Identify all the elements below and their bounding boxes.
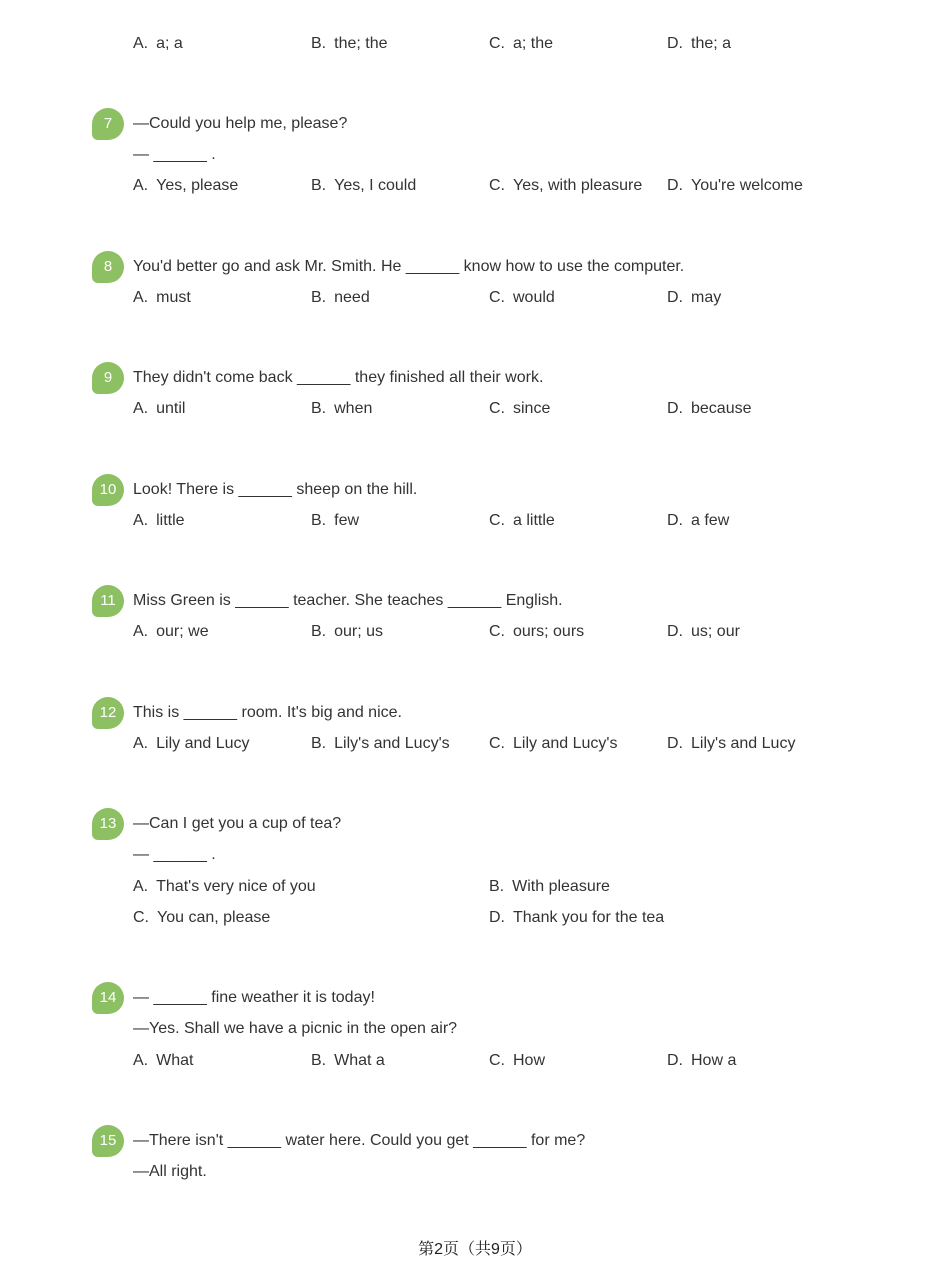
q9-option-a[interactable]: A. until xyxy=(133,400,186,417)
q14-option-a[interactable]: A. What xyxy=(133,1052,194,1069)
q13-option-a[interactable]: A. That's very nice of you xyxy=(133,878,316,895)
q10-option-b[interactable]: B. few xyxy=(311,512,360,529)
q8-option-b[interactable]: B. need xyxy=(311,289,370,306)
q7-option-d[interactable]: D. You're welcome xyxy=(667,177,803,194)
question-stem-line: They didn't come back ______ they finished all their work. xyxy=(133,369,544,386)
q14-option-c[interactable]: C. How xyxy=(489,1052,546,1069)
question-stem-line: — ______ . xyxy=(133,846,216,863)
q9-option-b[interactable]: B. when xyxy=(311,400,373,417)
question-stem-line: —All right. xyxy=(133,1163,207,1180)
q8-option-a[interactable]: A. must xyxy=(133,289,191,306)
question-number-badge: 11 xyxy=(92,585,124,617)
question-number-badge: 7 xyxy=(92,108,124,140)
question-stem-line: You'd better go and ask Mr. Smith. He ______ know how to use the computer. xyxy=(133,258,685,275)
question-number-badge: 12 xyxy=(92,697,124,729)
q13-option-b[interactable]: B. With pleasure xyxy=(489,878,610,895)
question-stem-line: —There isn't ______ water here. Could you get ______ for me? xyxy=(133,1132,586,1149)
q13-option-c[interactable]: C. You can, please xyxy=(133,909,271,926)
question-number-badge: 13 xyxy=(92,808,124,840)
q11-option-d[interactable]: D. us; our xyxy=(667,623,740,640)
question-stem-line: —Yes. Shall we have a picnic in the open air? xyxy=(133,1020,458,1037)
q8-option-d[interactable]: D. may xyxy=(667,289,722,306)
q12-option-a[interactable]: A. Lily and Lucy xyxy=(133,735,250,752)
q11-option-b[interactable]: B. our; us xyxy=(311,623,384,640)
question-stem-line: This is ______ room. It's big and nice. xyxy=(133,704,402,721)
q8-option-c[interactable]: C. would xyxy=(489,289,555,306)
q11-option-a[interactable]: A. our; we xyxy=(133,623,209,640)
question-number-badge: 14 xyxy=(92,982,124,1014)
q14-option-b[interactable]: B. What a xyxy=(311,1052,385,1069)
question-stem-line: —Could you help me, please? xyxy=(133,115,348,132)
q12-option-d[interactable]: D. Lily's and Lucy xyxy=(667,735,796,752)
q6-option-c[interactable]: C. a; the xyxy=(489,35,554,52)
question-number-badge: 10 xyxy=(92,474,124,506)
q6-option-d[interactable]: D. the; a xyxy=(667,35,732,52)
question-number-badge: 8 xyxy=(92,251,124,283)
question-number-badge: 15 xyxy=(92,1125,124,1157)
q13-option-d[interactable]: D. Thank you for the tea xyxy=(489,909,665,926)
question-stem-line: — ______ . xyxy=(133,146,216,163)
q11-option-c[interactable]: C. ours; ours xyxy=(489,623,585,640)
q7-option-a[interactable]: A. Yes, please xyxy=(133,177,239,194)
page-number-footer: 第2页（共9页） xyxy=(418,1241,532,1258)
q10-option-d[interactable]: D. a few xyxy=(667,512,730,529)
q7-option-c[interactable]: C. Yes, with pleasure xyxy=(489,177,643,194)
question-number-badge: 9 xyxy=(92,362,124,394)
q9-option-d[interactable]: D. because xyxy=(667,400,752,417)
q10-option-c[interactable]: C. a little xyxy=(489,512,555,529)
q9-option-c[interactable]: C. since xyxy=(489,400,551,417)
q7-option-b[interactable]: B. Yes, I could xyxy=(311,177,417,194)
question-stem-line: — ______ fine weather it is today! xyxy=(133,989,375,1006)
q14-option-d[interactable]: D. How a xyxy=(667,1052,737,1069)
q12-option-c[interactable]: C. Lily and Lucy's xyxy=(489,735,618,752)
question-stem-line: Look! There is ______ sheep on the hill. xyxy=(133,481,418,498)
q6-option-b[interactable]: B. the; the xyxy=(311,35,388,52)
question-stem-line: —Can I get you a cup of tea? xyxy=(133,815,342,832)
question-stem-line: Miss Green is ______ teacher. She teaches ______ English. xyxy=(133,592,563,609)
q10-option-a[interactable]: A. little xyxy=(133,512,185,529)
q12-option-b[interactable]: B. Lily's and Lucy's xyxy=(311,735,450,752)
q6-option-a[interactable]: A. a; a xyxy=(133,35,183,52)
